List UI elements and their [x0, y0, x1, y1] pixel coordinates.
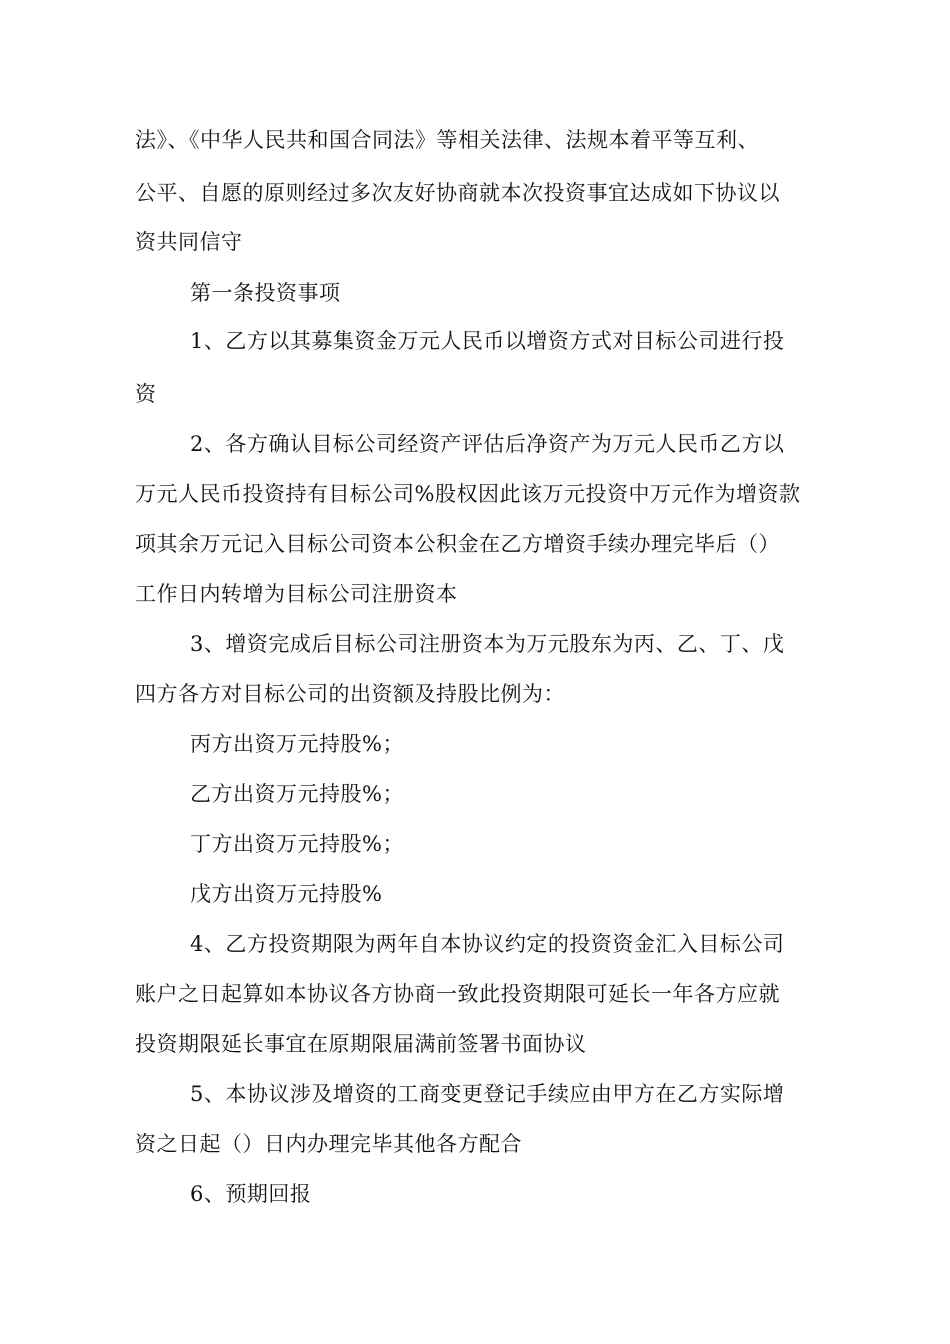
text-line: 工作日内转增为目标公司注册资本: [135, 582, 458, 606]
shareholding-wu: 戊方出资万元持股%: [190, 882, 383, 906]
text-line: 万元人民币投资持有目标公司%股权因此该万元投资中万元作为增资款: [135, 482, 801, 506]
clause-3: 3、增资完成后目标公司注册资本为万元股东为丙、乙、丁、戊: [190, 632, 785, 656]
text-line: 资共同信守: [135, 230, 243, 254]
shareholding-yi: 乙方出资万元持股%；: [190, 782, 404, 806]
shareholding-bing: 丙方出资万元持股%；: [190, 732, 404, 756]
clause-5: 5、本协议涉及增资的工商变更登记手续应由甲方在乙方实际增: [190, 1082, 785, 1106]
text-line: 四方各方对目标公司的出资额及持股比例为：: [135, 682, 565, 706]
clause-2: 2、各方确认目标公司经资产评估后净资产为万元人民币乙方以: [190, 432, 785, 456]
shareholding-ding: 丁方出资万元持股%；: [190, 832, 404, 856]
text-line: 资: [135, 382, 157, 406]
text-line: 账户之日起算如本协议各方协商一致此投资期限可延长一年各方应就: [135, 982, 780, 1006]
text-line: 法》、《中华人民共和国合同法》等相关法律、法规本着平等互利、: [135, 128, 759, 152]
text-line: 公平、自愿的原则经过多次友好协商就本次投资事宜达成如下协议以: [135, 181, 780, 205]
section-heading: 第一条投资事项: [190, 281, 341, 305]
text-line: 项其余万元记入目标公司资本公积金在乙方增资手续办理完毕后（）: [135, 532, 780, 556]
clause-1: 1、乙方以其募集资金万元人民币以增资方式对目标公司进行投: [190, 329, 785, 353]
text-line: 投资期限延长事宜在原期限届满前签署书面协议: [135, 1032, 587, 1056]
clause-6: 6、预期回报: [190, 1182, 312, 1206]
clause-4: 4、乙方投资期限为两年自本协议约定的投资资金汇入目标公司: [190, 932, 785, 956]
text-line: 资之日起（）日内办理完毕其他各方配合: [135, 1132, 522, 1156]
